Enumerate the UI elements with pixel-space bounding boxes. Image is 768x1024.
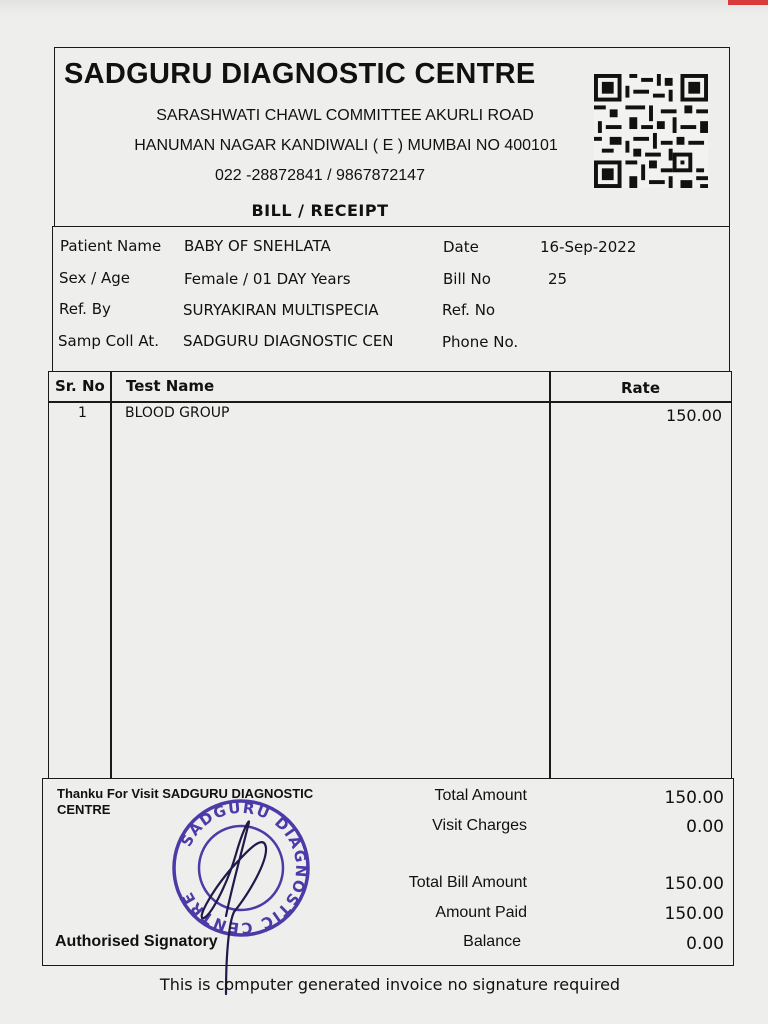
col-header-rate: Rate [621, 379, 661, 397]
ref-by-value: SURYAKIRAN MULTISPECIA [183, 301, 379, 319]
centre-stamp-seal [166, 796, 316, 996]
patient-name: BABY OF SNEHLATA [184, 237, 331, 255]
ref-no-label: Ref. No [442, 301, 496, 319]
bill-no-label: Bill No [443, 270, 491, 288]
row-srno: 1 [78, 405, 87, 421]
stamp-text: SADGURU DIAGNOSTIC CENTRE [177, 798, 311, 938]
date-label: Date [443, 238, 479, 256]
col-divider-2 [549, 371, 551, 779]
row-rate: 150.00 [666, 406, 722, 425]
total-bill-value: 150.00 [664, 874, 724, 894]
sex-age-label: Sex / Age [59, 269, 130, 287]
samp-coll-label: Samp Coll At. [58, 332, 160, 350]
balance-label: Balance [463, 933, 521, 950]
row-test-name: BLOOD GROUP [125, 405, 230, 421]
sex-age-value: Female / 01 DAY Years [184, 270, 351, 288]
amount-paid-label: Amount Paid [435, 904, 527, 921]
patient-name-label: Patient Name [60, 237, 162, 255]
bill-no-value: 25 [548, 270, 568, 288]
centre-title: SADGURU DIAGNOSTIC CENTRE [64, 58, 536, 90]
address-line-1: SARASHWATI CHAWL COMMITTEE AKURLI ROAD [156, 107, 534, 124]
balance-value: 0.00 [686, 934, 724, 954]
authorised-signatory: Authorised Signatory [55, 933, 218, 950]
phone-no-label: Phone No. [442, 333, 519, 351]
total-amount-label: Total Amount [434, 787, 527, 804]
col-header-test: Test Name [126, 377, 215, 395]
thanks-note: Thanku For Visit SADGURU DIAGNOSTIC CENTRE [57, 786, 314, 817]
doc-type-heading: BILL / RECEIPT [251, 201, 389, 220]
col-header-srno: Sr. No [55, 377, 105, 395]
qr-code-icon [594, 74, 708, 188]
amount-paid-value: 150.00 [664, 904, 724, 924]
date-value: 16-Sep-2022 [540, 238, 637, 256]
total-bill-label: Total Bill Amount [408, 874, 527, 891]
total-amount-value: 150.00 [664, 788, 724, 808]
col-divider-1 [110, 371, 112, 779]
table-header-divider [48, 401, 732, 403]
samp-coll-value: SADGURU DIAGNOSTIC CEN [183, 332, 394, 350]
address-line-2: HANUMAN NAGAR KANDIWALI ( E ) MUMBAI NO 400101 [134, 137, 558, 154]
footer-note: This is computer generated invoice no signature required [159, 975, 621, 994]
contact-phone: 022 -28872841 / 9867872147 [215, 167, 425, 184]
tests-table [48, 371, 732, 779]
visit-charges-value: 0.00 [686, 817, 724, 837]
visit-charges-label: Visit Charges [432, 817, 527, 834]
ref-by-label: Ref. By [59, 300, 111, 318]
